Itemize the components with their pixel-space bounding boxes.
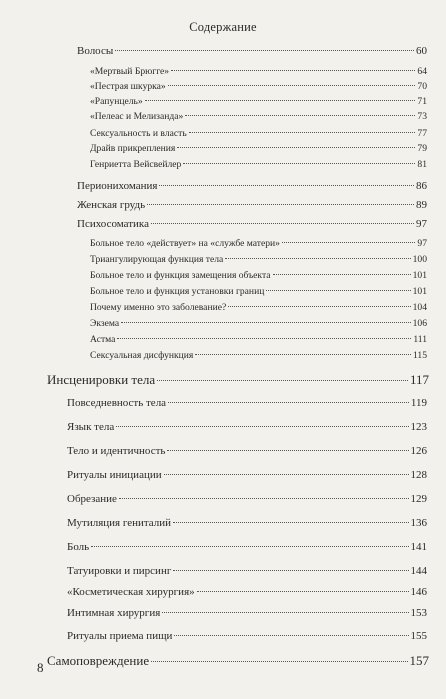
toc-entry[interactable] [67,630,427,642]
toc-entry-title: Обрезание [67,493,117,505]
toc-entry[interactable] [67,469,427,481]
toc-entry-page: 60 [416,45,427,57]
toc-entry-page: 111 [413,334,427,345]
toc-entry[interactable] [67,517,427,529]
toc-entry[interactable] [90,81,427,92]
toc-entry-page: 70 [417,81,427,92]
leader-dots [164,474,409,475]
toc-entry-page: 104 [412,302,427,313]
toc-entry-page: 129 [410,493,427,505]
toc-entry-page: 79 [417,143,427,154]
toc-entry-page: 97 [416,218,427,230]
toc-entry-title: Татуировки и пирсинг [67,565,172,577]
toc-entry-title: Интимная хирургия [67,607,161,619]
toc-entry-page: 115 [412,350,427,361]
toc-entry-page: 73 [417,111,427,122]
toc-entry-page: 128 [410,469,427,481]
leader-dots [119,498,409,499]
toc-entry-title: Сексуальная дисфункция [90,350,194,361]
leader-dots [228,306,410,307]
leader-dots [162,612,408,613]
toc-entry-page: 126 [410,445,427,457]
toc-entry[interactable] [90,143,427,154]
toc-entry[interactable] [90,302,427,313]
toc-entry-title: «Косметическая хирургия» [67,586,195,598]
toc-entry[interactable] [77,45,427,57]
toc-entry-title: Астма [90,334,116,345]
leader-dots [168,85,416,86]
toc-entry-page: 117 [409,372,429,387]
toc-entry[interactable] [90,254,427,265]
toc-entry-page: 71 [417,96,427,107]
leader-dots [167,450,408,451]
toc-entry[interactable] [90,334,427,345]
leader-dots [174,635,408,636]
toc-entry[interactable] [90,238,427,249]
toc-entry-page: 153 [410,607,427,619]
toc-entry-page: 100 [412,254,427,265]
leader-dots [195,354,411,355]
toc-entry-title: Больное тело и функция замещения объекта [90,270,271,281]
toc-chapter[interactable] [47,653,429,669]
leader-dots [121,322,410,323]
toc-entry[interactable] [90,66,427,77]
toc-entry-page: 157 [409,653,429,668]
toc-entry-page: 101 [412,270,427,281]
toc-entry-page: 123 [410,421,427,433]
toc-entry[interactable] [90,111,427,122]
leader-dots [185,115,415,116]
leader-dots [171,70,415,71]
toc-entry[interactable] [77,199,427,211]
toc-entry-page: 146 [410,586,427,598]
leader-dots [189,132,416,133]
toc-entry[interactable] [67,565,427,577]
leader-dots [157,380,408,381]
toc-chapter[interactable] [47,372,429,388]
toc-entry-title: Ритуалы инициации [67,469,162,481]
toc-entry[interactable] [90,270,427,281]
toc-entry[interactable] [77,180,427,192]
toc-entry-title: Боль [67,541,90,553]
toc-entry[interactable] [90,128,427,139]
toc-entry-page: 86 [416,180,427,192]
toc-entry-page: 77 [417,128,427,139]
toc-entry-page: 141 [410,541,427,553]
toc-entry-title: Сексуальность и власть [90,128,187,139]
toc-entry-page: 97 [417,238,427,249]
toc-entry[interactable] [90,96,427,107]
toc-entry-title: «Рапунцель» [90,96,143,107]
toc-entry[interactable] [90,350,427,361]
toc-entry-page: 81 [417,159,427,170]
leader-dots [117,338,411,339]
toc-entry-title: Экзема [90,318,120,329]
toc-entry-title: Больное тело «действует» на «службе матери» [90,238,280,249]
page-number: 8 [37,660,44,675]
leader-dots [151,661,407,662]
leader-dots [266,290,410,291]
leader-dots [173,522,408,523]
leader-dots [173,570,408,571]
toc-entry-page: 64 [417,66,427,77]
toc-entry[interactable] [77,218,427,230]
toc-entry-title: «Мертвый Брюгге» [90,66,170,77]
leader-dots [147,204,414,205]
toc-entry-title: Перионихомания [77,180,158,192]
leader-dots [159,185,414,186]
leader-dots [116,426,408,427]
leader-dots [225,258,410,259]
toc-entry-page: 155 [410,630,427,642]
toc-entry-title: Тело и идентичность [67,445,166,457]
leader-dots [151,223,414,224]
leader-dots [145,100,416,101]
toc-entry-title: Ритуалы приема пищи [67,630,173,642]
toc-entry-title: Драйв прикрепления [90,143,176,154]
toc-entry-page: 144 [410,565,427,577]
leader-dots [91,546,408,547]
leader-dots [183,163,415,164]
toc-entry-title: Почему именно это заболевание? [90,302,227,313]
toc-entry[interactable] [67,445,427,457]
leader-dots [168,402,409,403]
leader-dots [115,50,414,51]
toc-entry-page: 136 [410,517,427,529]
toc-entry-title: Психосоматика [77,218,149,230]
toc-entry[interactable] [90,286,427,297]
toc-entry-title: Женская грудь [77,199,146,211]
toc-entry[interactable] [67,421,427,433]
toc-entry-title: Инсценировки тела [47,372,156,387]
toc-entry[interactable] [90,318,427,329]
toc-entry-title: Мутиляция гениталий [67,517,172,529]
toc-entry-title: Триангулирующая функция тела [90,254,224,265]
toc-entry[interactable] [67,541,427,553]
toc-entry-title: «Пестрая шкурка» [90,81,166,92]
toc-entry[interactable] [67,607,427,619]
page-title: Содержание [189,20,257,34]
toc-entry-title: Язык тела [67,421,115,433]
leader-dots [197,591,409,592]
toc-entry-title: Самоповреждение [47,653,150,668]
toc-entry-page: 101 [412,286,427,297]
toc-entry[interactable] [67,493,427,505]
toc-entry[interactable] [90,159,427,170]
toc-entry-title: Больное тело и функция установки границ [90,286,265,297]
toc-entry[interactable] [67,397,427,409]
toc-entry-title: Волосы [77,45,114,57]
toc-entry-page: 119 [410,397,427,409]
leader-dots [273,274,411,275]
toc-entry-page: 89 [416,199,427,211]
leader-dots [282,242,415,243]
toc-entry-title: Генриетта Вейсвейлер [90,159,182,170]
toc-entry-page: 106 [412,318,427,329]
toc-entry-title: «Пелеас и Мелизанда» [90,111,184,122]
leader-dots [177,147,415,148]
toc-entry-title: Повседневность тела [67,397,167,409]
toc-entry[interactable] [67,586,427,598]
